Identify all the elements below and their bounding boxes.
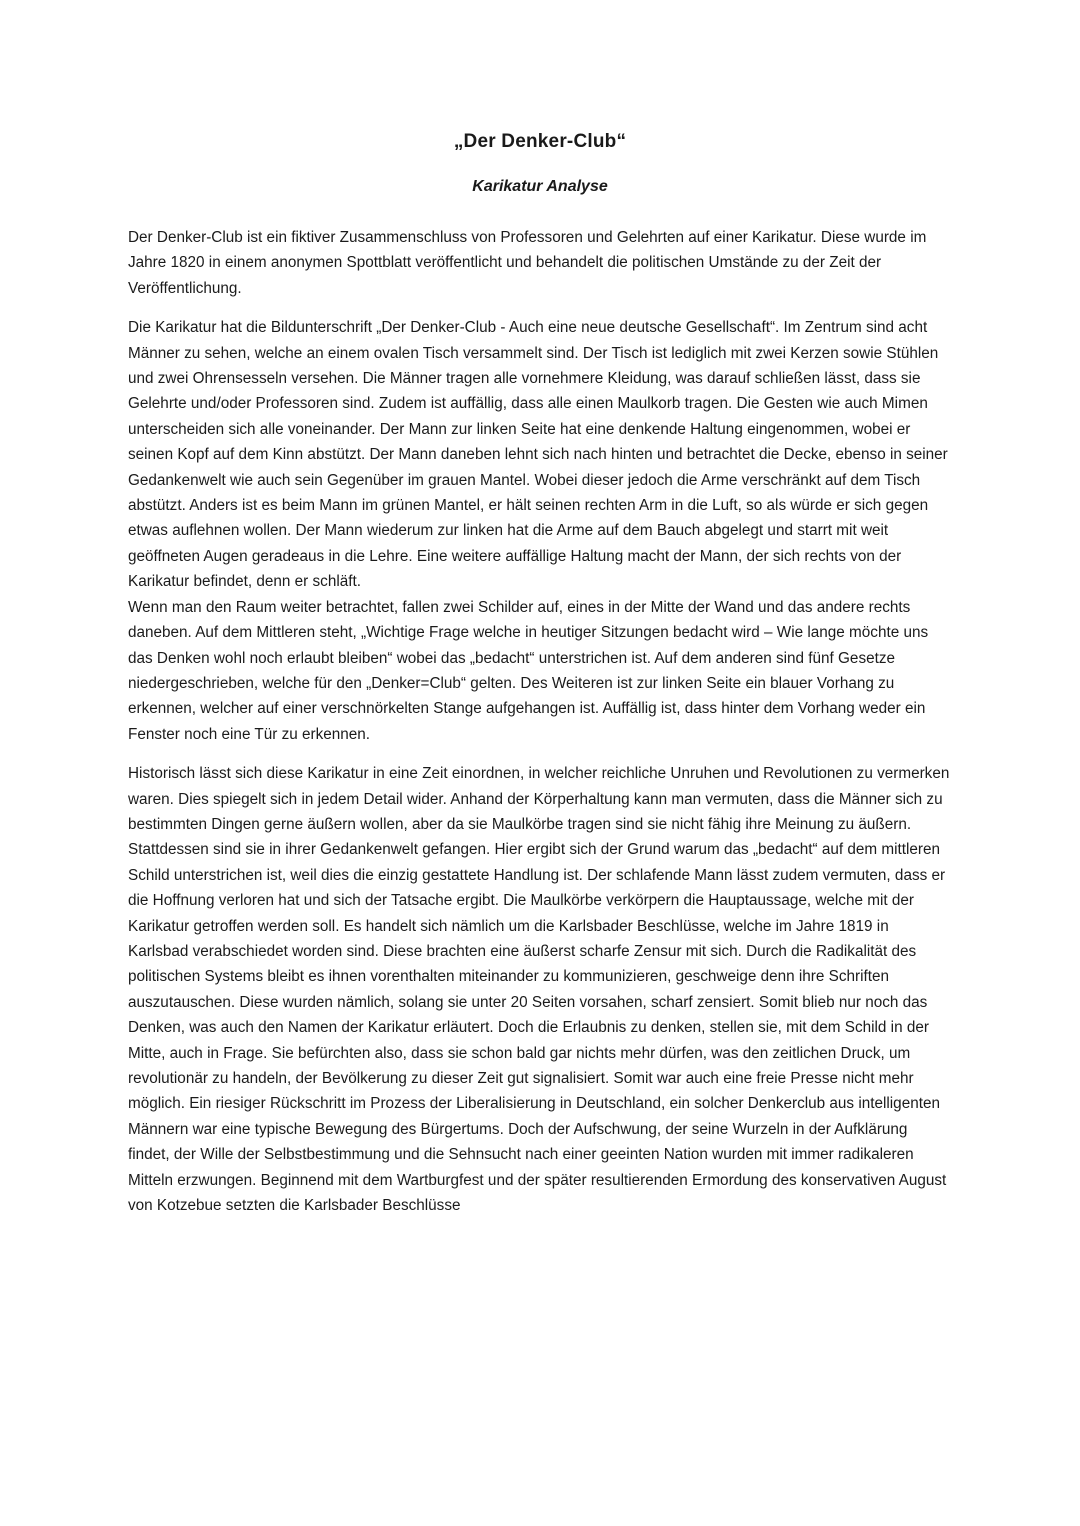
document-body [128,225,952,1218]
paragraph-intro: Der Denker-Club ist ein fiktiver Zusammenschluss von Professoren und Gelehrten auf einer Karikatur. Diese wurde im Jahre 1820 in einem anonymen Spottblatt veröffentlicht und behandelt die politischen Umstände zu der Zeit der Veröffentlichung. [128,229,927,297]
document-subtitle: Karikatur Analyse [472,178,608,195]
paragraph-description: Die Karikatur hat die Bildunterschrift „Der Denker-Club - Auch eine neue deutsche Gesellschaft“. Im Zentrum sind acht Männer zu sehen, welche an einem ovalen Tisch versammelt sind. Der Tisch ist lediglich mit zwei Kerzen sowie Stühlen und zwei Ohrensesseln versehen. Die Männer tragen alle vornehmere Kleidung, was darauf schließen lässt, dass sie Gelehrte und/oder Professoren sind. Zudem ist auffällig, dass alle einen Maulkorb tragen. Die Gesten wie auch Mimen unterscheiden sich alle voneinander. Der Mann zur linken Seite hat eine denkende Haltung eingenommen, wobei er seinen Kopf auf dem Kinn abstützt. Der Mann daneben lehnt sich nach hinten und betrachtet die Decke, ebenso in seiner Gedankenwelt wie auch sein Gegenüber im grauen Mantel. Wobei dieser jedoch die Arme verschränkt auf dem Tisch abstützt. Anders ist es beim Mann im grünen Mantel, er hält seinen rechten Arm in die Luft, so als würde er sich gegen etwas auflehnen wollen. Der Mann wiederum zur linken hat die Arme auf dem Bauch abgelegt und starrt mit weit geöffneten Augen geradeaus in die Lehre. Eine weitere auffällige Haltung macht der Mann, der sich rechts von der Karikatur befindet, denn er schläft. [128,319,948,591]
document-title: „Der Denker-Club“ [453,131,627,152]
paragraph-historical-analysis: Historisch lässt sich diese Karikatur in eine Zeit einordnen, in welcher reichliche Unruhen und Revolutionen zu vermerken waren. Dies spiegelt sich in jedem Detail wider. Anhand der Körperhaltung kann man vermuten, dass die Männer sich zu bestimmten Dingen gerne äußern wollen, aber da sie Maulkörbe tragen sind sie nicht fähig ihre Meinung zu äußern. Stattdessen sind sie in ihrer Gedankenwelt gefangen. Hier ergibt sich der Grund warum das „bedacht“ auf dem mittleren Schild unterstrichen ist, weil dies die einzig gestattete Handlung ist. Der schlafende Mann lässt zudem vermuten, dass er die Hoffnung verloren hat und sich der Tatsache ergibt. Die Maulkörbe verkörpern die Hauptaussage, welche mit der Karikatur getroffen werden soll. Es handelt sich nämlich um die Karlsbader Beschlüsse, welche im Jahre 1819 in Karlsbad verabschiedet worden sind. Diese brachten eine äußerst scharfe Zensur mit sich. Durch die Radikalität des politischen Systems bleibt es ihnen vorenthalten miteinander zu kommunizieren, geschweige denn ihre Schriften auszutauschen. Diese wurden nämlich, solang sie unter 20 Seiten vorsahen, scharf zensiert. Somit blieb nur noch das Denken, was auch den Namen der Karikatur erläutert. Doch die Erlaubnis zu denken, stellen sie, mit dem Schild in der Mitte, auch in Frage. Sie befürchten also, dass sie schon bald gar nichts mehr dürfen, was den zeitlichen Druck, um revolutionär zu handeln, der Bevölkerung zu dieser Zeit gut signalisiert. Somit war auch eine freie Presse nicht mehr möglich. Ein riesiger Rückschritt im Prozess der Liberalisierung in Deutschland, ein solcher Denkerclub aus intelligenten Männern war eine typische Bewegung des Bürgertums. Doch der Aufschwung, der seine Wurzeln in der Aufklärung findet, der Wille der Selbstbestimmung und die Sehnsucht nach einer geeinten Nation wurden mit immer radikaleren Mitteln erzwungen. Beginnend mit dem Wartburgfest und der später resultierenden Ermordung des konservativen August von Kotzebue setzten die Karlsbader Beschlüsse [128,765,950,1215]
paragraph-room-details: Wenn man den Raum weiter betrachtet, fallen zwei Schilder auf, eines in der Mitte der Wand und das andere rechts daneben. Auf dem Mittleren steht, „Wichtige Frage welche in heutiger Sitzungen bedacht wird – Wie lange möchte uns das Denken wohl noch erlaubt bleiben“ wobei das „bedacht“ unterstrichen ist. Auf dem anderen sind fünf Gesetze niedergeschrieben, welche für den „Denker=Club“ gelten. Des Weiteren ist zur linken Seite ein blauer Vorhang zu erkennen, welcher auf einer verschnörkelten Stange aufgehangen ist. Auffällig ist, dass hinter dem Vorhang weder ein Fenster noch eine Tür zu erkennen. [128,598,929,743]
